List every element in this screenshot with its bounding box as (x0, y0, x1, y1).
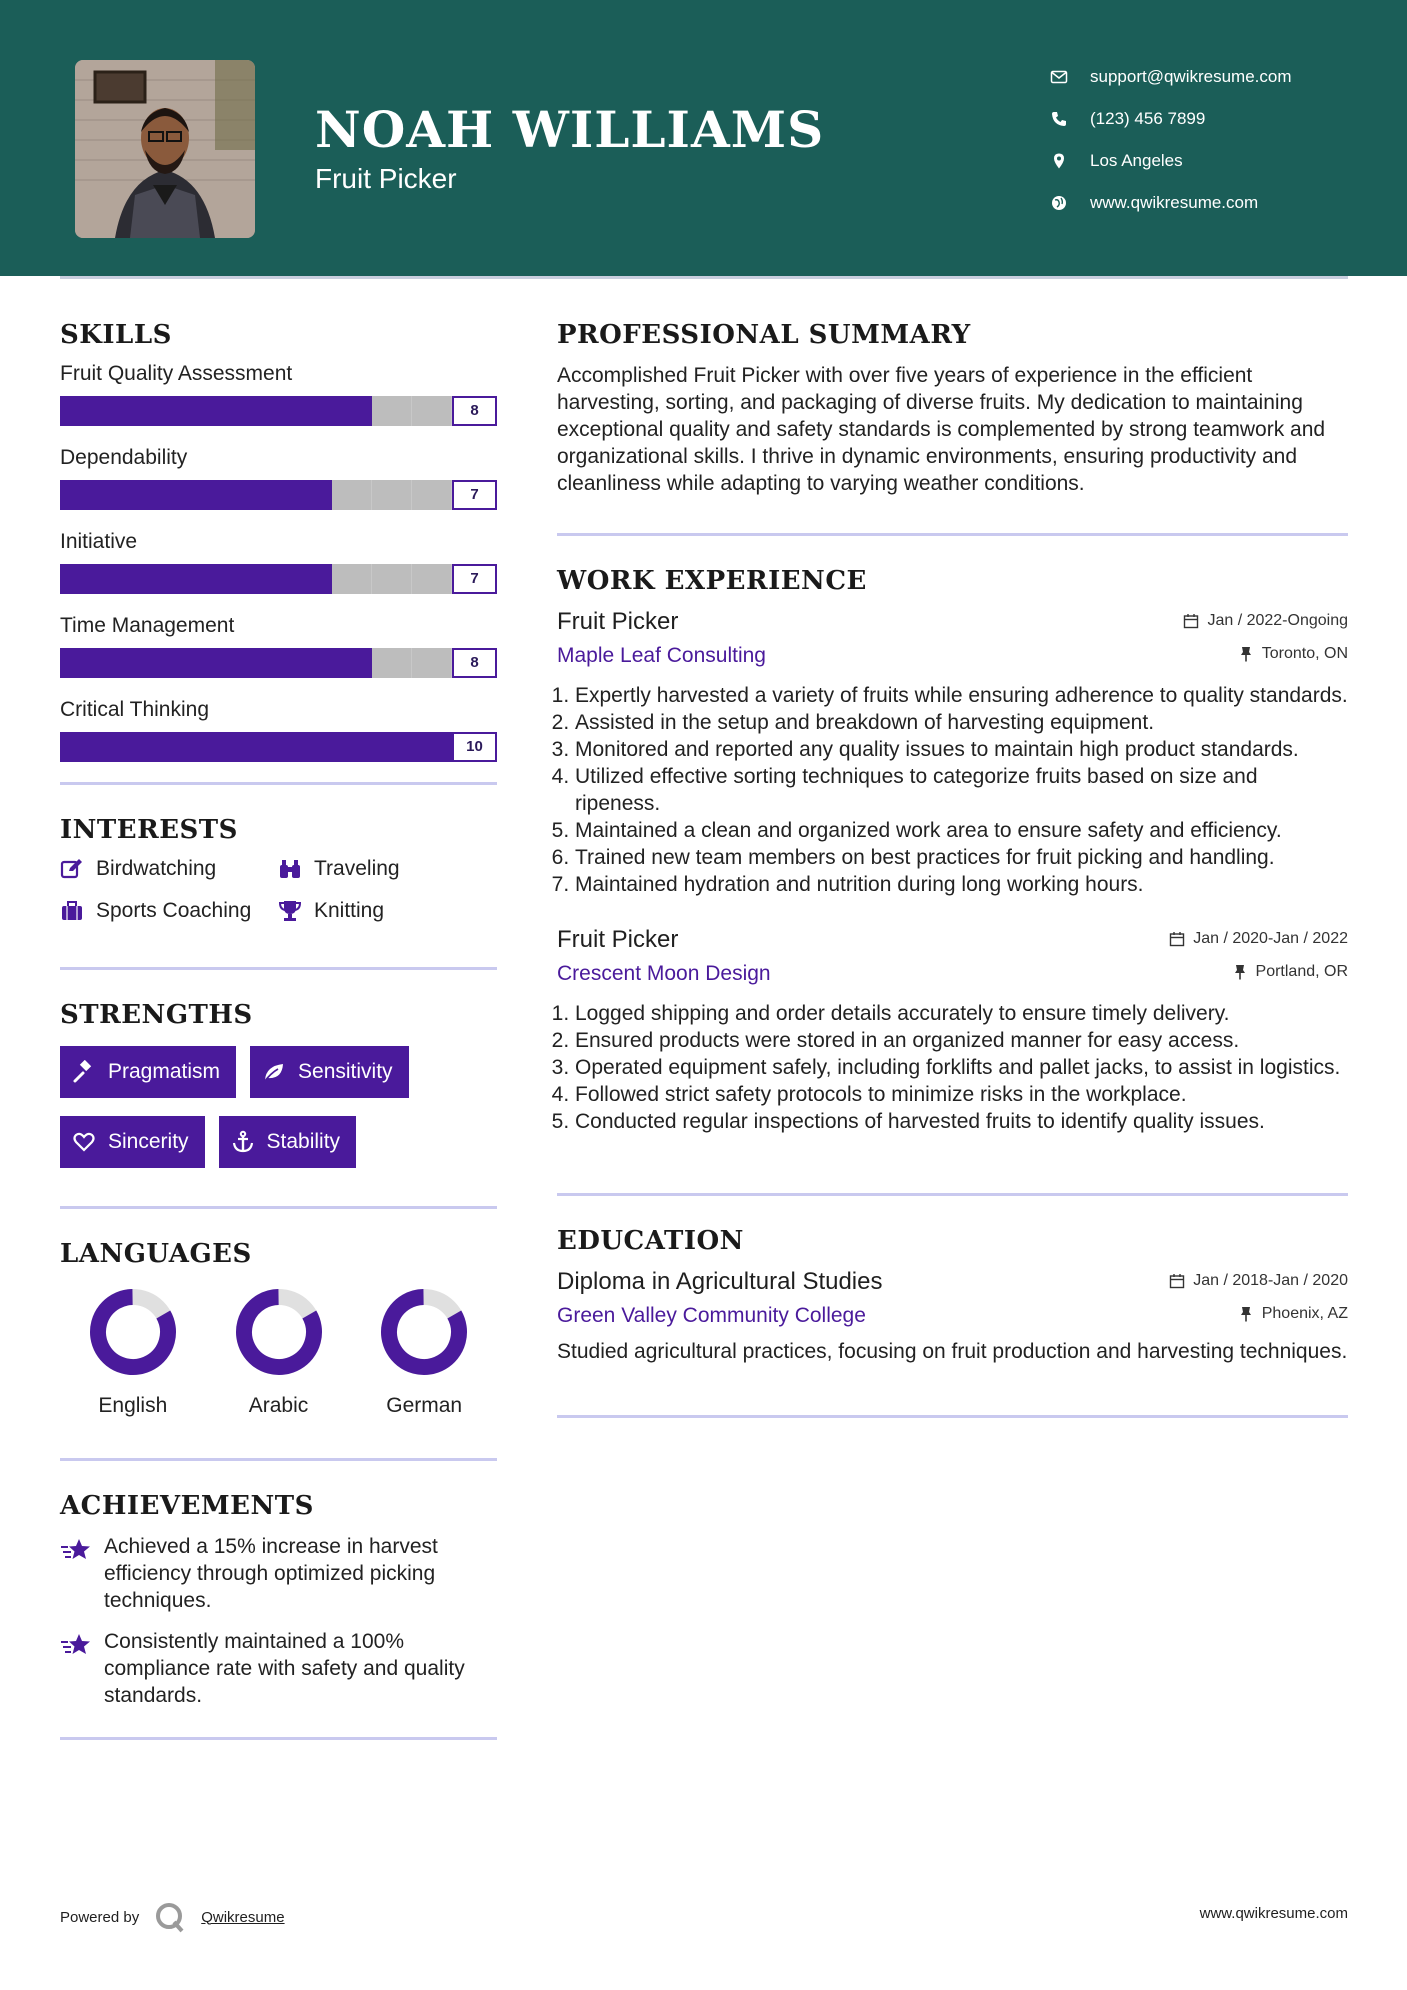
contact-email-text: support@qwikresume.com (1090, 67, 1292, 86)
job-bullet: 1. Expertly harvested a variety of fruits while ensuring adherence to quality standards. (575, 682, 1348, 709)
skill-segment (412, 480, 452, 510)
job-bullet: 3. Operated equipment safely, including forklifts and pallet jacks, to assist in logistics. (575, 1054, 1348, 1081)
strength-label: Pragmatism (108, 1060, 221, 1083)
experience-heading: WORK EXPERIENCE (557, 566, 867, 596)
interests-grid (60, 857, 497, 923)
job-company: Crescent Moon Design (557, 962, 771, 985)
strength-label: Stability (266, 1130, 341, 1153)
strengths-section (60, 1000, 497, 1168)
header-divider (60, 276, 1348, 279)
skill-segment (372, 480, 412, 510)
job-bullet: 4. Followed strict safety protocols to minimize risks in the workplace. (575, 1081, 1348, 1108)
skill-segment (99, 648, 138, 678)
edit-icon (60, 857, 84, 881)
skill-level-badge: 8 (452, 648, 497, 678)
footer-powered-by (60, 1900, 285, 1934)
skill-segment (333, 396, 372, 426)
language-donut (379, 1287, 469, 1377)
skill-segment (138, 480, 177, 510)
job-title: Fruit Picker (557, 926, 679, 953)
interest-label: Sports Coaching (96, 899, 252, 922)
interests-heading: INTERESTS (60, 815, 238, 845)
skill-segment (60, 648, 99, 678)
degree-title: Diploma in Agricultural Studies (557, 1268, 883, 1295)
skill-segment (60, 564, 99, 594)
job-location (1232, 963, 1348, 981)
contact-phone-text: (123) 456 7899 (1090, 109, 1206, 128)
summary-heading: PROFESSIONAL SUMMARY (557, 320, 971, 350)
job-bullet: 7. Maintained hydration and nutrition during long working hours. (575, 871, 1348, 898)
skill-segment (372, 648, 412, 678)
skill-track (60, 564, 452, 594)
education-section (557, 1226, 1348, 1365)
binoculars-icon (278, 857, 302, 881)
briefcase-icon (60, 899, 84, 923)
skill-level-badge: 7 (452, 564, 497, 594)
job-bullet: 2. Ensured products were stored in an organized manner for easy access. (575, 1027, 1348, 1054)
language-donut (88, 1287, 178, 1377)
skill-segment (217, 732, 256, 762)
contact-location-text: Los Angeles (1090, 151, 1183, 170)
job-dates-text: Jan / 2020-Jan / 2022 (1193, 930, 1348, 947)
job-dates (1169, 930, 1348, 948)
skill-segment (255, 480, 294, 510)
skill-segment (178, 732, 217, 762)
skill-segment (372, 396, 412, 426)
job-entry (557, 926, 1348, 1135)
skill-bar (60, 564, 497, 594)
strength-label: Sensitivity (298, 1060, 393, 1083)
education-text: Studied agricultural practices, focusing on fruit production and harvesting techniques. (557, 1340, 1348, 1363)
job-bullet: 5. Conducted regular inspections of harvested fruits to identify quality issues. (575, 1108, 1348, 1135)
skill-segment (99, 564, 138, 594)
skill-name: Critical Thinking (60, 698, 209, 721)
skill-segment (294, 648, 333, 678)
globe-icon (1050, 194, 1068, 212)
calendar-icon (1183, 613, 1199, 629)
skill-name: Initiative (60, 530, 138, 553)
skill-segment (255, 564, 294, 594)
skill-segment (255, 648, 294, 678)
contact-website[interactable] (1050, 182, 1292, 224)
skill-level-badge: 8 (452, 396, 497, 426)
shooting-star-icon (60, 1533, 94, 1567)
resume-header (0, 0, 1407, 276)
languages-heading: LANGUAGES (60, 1239, 252, 1269)
skill-name: Dependability (60, 446, 188, 469)
skill-segment (177, 396, 216, 426)
skill-level-badge: 10 (452, 732, 497, 762)
section-divider (60, 782, 497, 785)
strength-badge (60, 1046, 236, 1098)
job-bullet: 6. Trained new team members on best practices for fruit picking and handling. (575, 844, 1348, 871)
strength-badge (60, 1116, 205, 1168)
calendar-icon (1169, 931, 1185, 947)
skill-segment (255, 396, 294, 426)
achievement-item (60, 1533, 497, 1614)
job-bullets (557, 682, 1348, 898)
skill-segment (413, 732, 452, 762)
strengths-list (60, 1046, 497, 1168)
interest-label: Traveling (314, 857, 400, 880)
school-name: Green Valley Community College (557, 1304, 866, 1327)
skill-segment (216, 396, 255, 426)
candidate-name: NOAH WILLIAMS (315, 100, 825, 159)
heart-icon (72, 1130, 96, 1154)
skill-track (60, 480, 452, 510)
skill-track (60, 648, 452, 678)
job-location-text: Portland, OR (1255, 963, 1348, 980)
skills-heading: SKILLS (60, 320, 172, 350)
candidate-title: Fruit Picker (315, 163, 457, 194)
education-location-text: Phoenix, AZ (1261, 1305, 1348, 1322)
skill-segment (177, 648, 216, 678)
skill-track (60, 396, 452, 426)
experience-section (557, 566, 1348, 1135)
language-label: English (98, 1394, 168, 1417)
skill-bar (60, 732, 497, 762)
phone-icon (1050, 110, 1068, 128)
skill-segment (60, 396, 99, 426)
interest-label: Birdwatching (96, 857, 217, 880)
skill-segment (177, 564, 216, 594)
section-divider (60, 1206, 497, 1209)
contact-location (1050, 140, 1292, 182)
skill-segment (412, 648, 452, 678)
skills-section (60, 320, 497, 762)
skill-segment (332, 480, 372, 510)
achievements-section (60, 1491, 497, 1709)
skill-segment (216, 564, 255, 594)
envelope-icon (1050, 68, 1068, 86)
job-bullet: 5. Maintained a clean and organized work area to ensure safety and efficiency. (575, 817, 1348, 844)
skill-name: Time Management (60, 614, 235, 637)
skill-segment (295, 732, 334, 762)
skill-segment (138, 396, 177, 426)
contact-website-text: www.qwikresume.com (1090, 193, 1259, 212)
interest-label: Knitting (314, 899, 385, 922)
strength-label: Sincerity (108, 1130, 189, 1153)
skill-segment (332, 564, 372, 594)
interests-section (60, 815, 497, 923)
job-bullet: 3. Monitored and reported any quality issues to maintain high product standards. (575, 736, 1348, 763)
skill-segment (99, 732, 138, 762)
calendar-icon (1169, 1273, 1185, 1289)
skill-bar (60, 396, 497, 426)
pin-icon (1238, 1306, 1254, 1322)
skill-segment (177, 480, 216, 510)
job-dates-text: Jan / 2022-Ongoing (1207, 612, 1348, 629)
shooting-star-icon (60, 1628, 94, 1662)
interest-item (278, 899, 497, 923)
trophy-icon (278, 899, 302, 923)
skill-segment (256, 732, 295, 762)
left-column (60, 320, 497, 1740)
strengths-heading: STRENGTHS (60, 1000, 253, 1030)
skill-segment (138, 564, 177, 594)
footer-website[interactable]: www.qwikresume.com (1199, 1905, 1348, 1922)
contact-list (1050, 56, 1292, 224)
section-divider (557, 1415, 1348, 1418)
achievement-item (60, 1628, 497, 1709)
skill-segment (294, 396, 333, 426)
education-dates-text: Jan / 2018-Jan / 2020 (1193, 1272, 1348, 1289)
achievements-heading: ACHIEVEMENTS (60, 1491, 314, 1521)
job-location (1238, 645, 1348, 663)
skills-list (60, 362, 497, 762)
language-item (60, 1287, 206, 1418)
skill-segment (372, 564, 412, 594)
skill-segment (99, 480, 138, 510)
skill-segment (60, 732, 99, 762)
strength-badge (219, 1116, 357, 1168)
language-item (206, 1287, 352, 1418)
skill-segment (216, 648, 255, 678)
skill-segment (99, 396, 138, 426)
skill-track (60, 732, 452, 762)
skill-segment (334, 732, 373, 762)
section-divider (60, 1737, 497, 1740)
skill-segment (138, 648, 177, 678)
map-marker-icon (1050, 152, 1068, 170)
interest-item (60, 857, 278, 881)
qwikresume-link[interactable]: Qwikresume (201, 1908, 285, 1926)
skill-level-badge: 7 (452, 480, 497, 510)
job-bullet: 1. Logged shipping and order details accurately to ensure timely delivery. (575, 1000, 1348, 1027)
achievement-text: Consistently maintained a 100% compliance rate with safety and quality standards. (104, 1630, 465, 1707)
section-divider (60, 967, 497, 970)
summary-text: Accomplished Fruit Picker with over five years of experience in the efficient harvesting, sorting, and packaging of diverse fruits. My dedication to maintaining exceptional quality and safety standards is complemented by strong teamwork and organizational skills. I thrive in dynamic environments, ensuring productivity and cleanliness while adapting to varying weather conditions. (557, 364, 1326, 495)
pin-icon (1232, 964, 1248, 980)
anchor-icon (231, 1130, 255, 1154)
languages-list (60, 1287, 497, 1418)
right-column (557, 320, 1348, 1418)
job-bullets (557, 1000, 1348, 1135)
job-location-text: Toronto, ON (1261, 645, 1348, 662)
skill-segment (412, 396, 452, 426)
education-location (1238, 1305, 1348, 1323)
contact-phone[interactable] (1050, 98, 1292, 140)
skill-segment (293, 564, 332, 594)
section-divider (557, 1193, 1348, 1196)
job-bullet: 4. Utilized effective sorting techniques to categorize fruits based on size and ripeness. (575, 763, 1348, 817)
skill-segment (138, 732, 177, 762)
skill-name: Fruit Quality Assessment (60, 362, 293, 385)
contact-email[interactable] (1050, 56, 1292, 98)
skill-segment (412, 564, 452, 594)
qwikresume-logo-icon (153, 1900, 187, 1934)
language-item (351, 1287, 497, 1418)
skill-bar (60, 480, 497, 510)
skill-segment (216, 480, 255, 510)
pin-icon (1238, 646, 1254, 662)
languages-section (60, 1239, 497, 1418)
skill-segment (60, 480, 99, 510)
education-dates (1169, 1272, 1348, 1290)
interest-item (278, 857, 497, 881)
skill-segment (333, 648, 372, 678)
skill-segment (374, 732, 413, 762)
language-label: Arabic (248, 1394, 309, 1417)
education-heading: EDUCATION (557, 1226, 744, 1256)
language-donut (234, 1287, 324, 1377)
leaf-icon (262, 1060, 286, 1084)
profile-photo (75, 60, 255, 238)
strength-badge (250, 1046, 409, 1098)
gavel-icon (72, 1060, 96, 1084)
achievement-text: Achieved a 15% increase in harvest efficiency through optimized picking techniques. (104, 1535, 438, 1612)
job-title: Fruit Picker (557, 608, 679, 635)
job-company: Maple Leaf Consulting (557, 644, 766, 667)
powered-by-text: Powered by (60, 1908, 140, 1926)
job-bullet: 2. Assisted in the setup and breakdown of harvesting equipment. (575, 709, 1348, 736)
skill-segment (293, 480, 332, 510)
job-entry (557, 608, 1348, 898)
section-divider (557, 533, 1348, 536)
summary-section (557, 320, 1348, 497)
interest-item (60, 899, 278, 923)
job-dates (1183, 612, 1348, 630)
section-divider (60, 1458, 497, 1461)
language-label: German (386, 1394, 463, 1417)
skill-bar (60, 648, 497, 678)
